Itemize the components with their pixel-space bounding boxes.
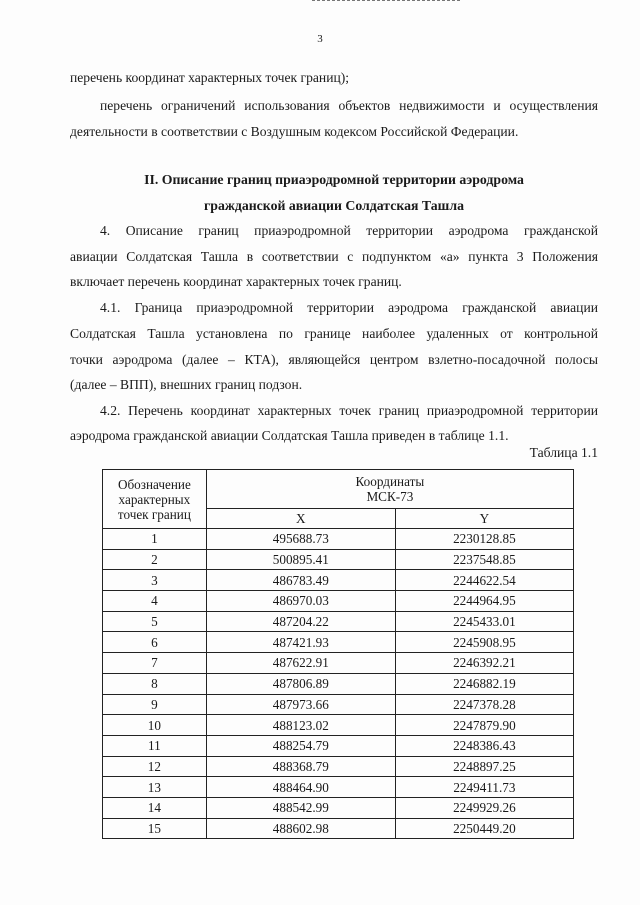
x-value: 488254.79 — [206, 735, 395, 756]
point-number: 3 — [103, 570, 207, 591]
col-header-point — [103, 470, 207, 529]
table-row — [103, 653, 574, 674]
point-number: 6 — [103, 632, 207, 653]
x-value: 487622.91 — [206, 653, 395, 674]
x-value: 488542.99 — [206, 797, 395, 818]
para-4-line1: 4. Описание границ приаэродромной территории аэродрома гражданской — [100, 223, 598, 238]
point-number: 9 — [103, 694, 207, 715]
col-header-coordinates — [206, 470, 573, 509]
x-value: 488123.02 — [206, 715, 395, 736]
y-value: 2250449.20 — [395, 818, 573, 839]
col-header-y: Y — [395, 509, 573, 529]
table-row — [103, 591, 574, 612]
y-value: 2247378.28 — [395, 694, 573, 715]
para-4-1-line2: Солдатская Ташла установлена по границе наиболее удаленных от контрольной — [70, 326, 598, 341]
point-number: 7 — [103, 653, 207, 674]
list-item-restrictions-line2: деятельности в соответствии с Воздушным кодексом Российской Федерации. — [70, 124, 519, 139]
col-header-coordinates-line1: Координаты — [355, 474, 425, 489]
table-body — [103, 529, 574, 839]
y-value: 2247879.90 — [395, 715, 573, 736]
y-value: 2244964.95 — [395, 591, 573, 612]
section-heading-line2: гражданской авиации Солдатская Ташла — [204, 198, 464, 213]
point-number: 5 — [103, 611, 207, 632]
x-value: 500895.41 — [206, 549, 395, 570]
list-item-restrictions-line1: перечень ограничений использования объектов недвижимости и осуществления — [100, 98, 598, 113]
point-number: 10 — [103, 715, 207, 736]
para-4-line3: включает перечень координат характерных точек границ. — [70, 274, 402, 289]
x-value: 487421.93 — [206, 632, 395, 653]
x-value: 486970.03 — [206, 591, 395, 612]
point-number: 14 — [103, 797, 207, 818]
y-value: 2237548.85 — [395, 549, 573, 570]
para-4-1-line1: 4.1. Граница приаэродромной территории аэродрома гражданской авиации — [100, 300, 598, 315]
table-row — [103, 694, 574, 715]
table-row — [103, 570, 574, 591]
point-number: 11 — [103, 735, 207, 756]
y-value: 2248897.25 — [395, 756, 573, 777]
point-number: 12 — [103, 756, 207, 777]
y-value: 2248386.43 — [395, 735, 573, 756]
x-value: 488368.79 — [206, 756, 395, 777]
table-row — [103, 818, 574, 839]
col-header-point-line2: характерных — [118, 491, 191, 507]
page-number: 3 — [317, 33, 323, 45]
y-value: 2246392.21 — [395, 653, 573, 674]
table-row — [103, 715, 574, 736]
col-header-point-line1: Обозначение — [117, 476, 191, 492]
y-value: 2245433.01 — [395, 611, 573, 632]
point-number: 1 — [103, 529, 207, 550]
x-value: 486783.49 — [206, 570, 395, 591]
y-value: 2249929.26 — [395, 797, 573, 818]
scan-mark — [312, 0, 460, 3]
table-row — [103, 797, 574, 818]
section-heading-line1: II. Описание границ приаэродромной территории аэродрома — [144, 172, 524, 187]
table-row — [103, 529, 574, 550]
para-4-2-line2: аэродрома гражданской авиации Солдатская Ташла приведен в таблице 1.1. — [70, 428, 509, 443]
table-row — [103, 756, 574, 777]
table-row — [103, 611, 574, 632]
para-4-1-line3: точки аэродрома (далее – КТА), являющейся центром взлетно-посадочной полосы — [70, 352, 598, 367]
x-value: 487806.89 — [206, 673, 395, 694]
table-caption: Таблица 1.1 — [529, 445, 598, 460]
table-row — [103, 549, 574, 570]
table-row — [103, 777, 574, 798]
coordinates-table — [102, 469, 574, 839]
x-value: 488602.98 — [206, 818, 395, 839]
para-4-1-line4: (далее – ВПП), внешних границ подзон. — [70, 377, 303, 392]
table-row — [103, 735, 574, 756]
table-row — [103, 673, 574, 694]
y-value: 2245908.95 — [395, 632, 573, 653]
col-header-coordinates-line2: МСК-73 — [366, 489, 414, 504]
point-number: 13 — [103, 777, 207, 798]
y-value: 2246882.19 — [395, 673, 573, 694]
point-number: 2 — [103, 549, 207, 570]
table-row — [103, 632, 574, 653]
y-value: 2230128.85 — [395, 529, 573, 550]
para-4-2-line1: 4.2. Перечень координат характерных точек границ приаэродромной территории — [100, 403, 598, 418]
y-value: 2249411.73 — [395, 777, 573, 798]
col-header-x: X — [206, 509, 395, 529]
x-value: 495688.73 — [206, 529, 395, 550]
para-4-line2: авиации Солдатская Ташла в соответствии с подпунктом «а» пункта 3 Положения — [70, 249, 598, 264]
point-number: 8 — [103, 673, 207, 694]
y-value: 2244622.54 — [395, 570, 573, 591]
x-value: 487973.66 — [206, 694, 395, 715]
list-item-coordinates: перечень координат характерных точек границ); — [70, 70, 350, 85]
x-value: 488464.90 — [206, 777, 395, 798]
col-header-point-line3: точек границ — [117, 506, 191, 522]
point-number: 15 — [103, 818, 207, 839]
x-value: 487204.22 — [206, 611, 395, 632]
point-number: 4 — [103, 591, 207, 612]
